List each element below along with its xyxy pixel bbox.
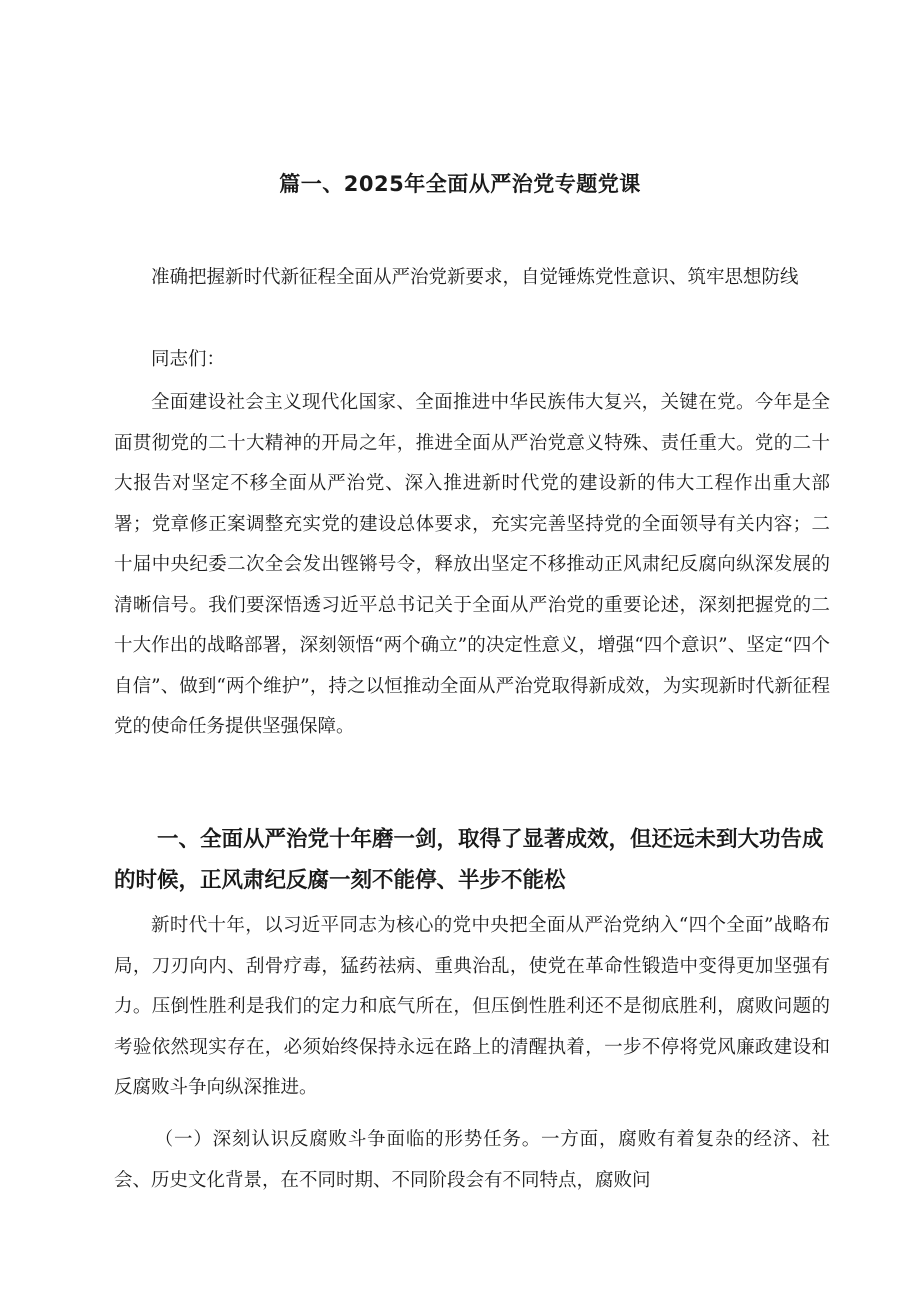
intro-paragraph: 全面建设社会主义现代化国家、全面推进中华民族伟大复兴，关键在党。今年是全面贯彻党的二十大精神的开局之年，推进全面从严治党意义特殊、责任重大。党的二十大报告对坚定不移全面从严治党、深入推进新时代党的建设新的伟大工程作出重大部署；党章修正案调整充实党的建设总体要求，充实完善坚持党的全面领导有关内容；二十届中央纪委二次全会发出铿锵号令，释放出坚定不移推动正风肃纪反腐向纵深发展的清晰信号。我们要深悟透习近平总书记关于全面从严治党的重要论述，深刻把握党的二十大作出的战略部署，深刻领悟“两个确立”的决定性意义，增强“四个意识”、坚定“四个自信”、做到“两个维护”，持之以恒推动全面从严治党取得新成效，为实现新时代新征程党的使命任务提供坚强保障。 (114, 392, 830, 737)
document-title: 篇一、2025年全面从严治党专题党课 (279, 172, 641, 196)
salutation: 同志们： (151, 349, 226, 370)
section-heading-1: 一、全面从严治党十年磨一剑，取得了显著成效，但还远未到大功告成的时候，正风肃纪反腐一刻不能停、半步不能松 (114, 827, 824, 893)
subtitle-paragraph: 准确把握新时代新征程全面从严治党新要求，自觉锤炼党性意识、筑牢思想防线 (151, 267, 799, 288)
section-1-body-paragraph: 新时代十年，以习近平同志为核心的党中央把全面从严治党纳入“四个全面”战略布局，刀刃向内、刮骨疗毒，猛药祛病、重典治乱，使党在革命性锻造中变得更加坚强有力。压倒性胜利是我们的定力和底气所在，但压倒性胜利还不是彻底胜利，腐败问题的考验依然现实存在，必须始终保持永远在路上的清醒执着，一步不停将党风廉政建设和反腐败斗争向纵深推进。 (114, 915, 830, 1098)
subsection-1-paragraph: （一）深刻认识反腐败斗争面临的形势任务。一方面，腐败有着复杂的经济、社会、历史文化背景，在不同时期、不同阶段会有不同特点，腐败问 (114, 1129, 830, 1191)
